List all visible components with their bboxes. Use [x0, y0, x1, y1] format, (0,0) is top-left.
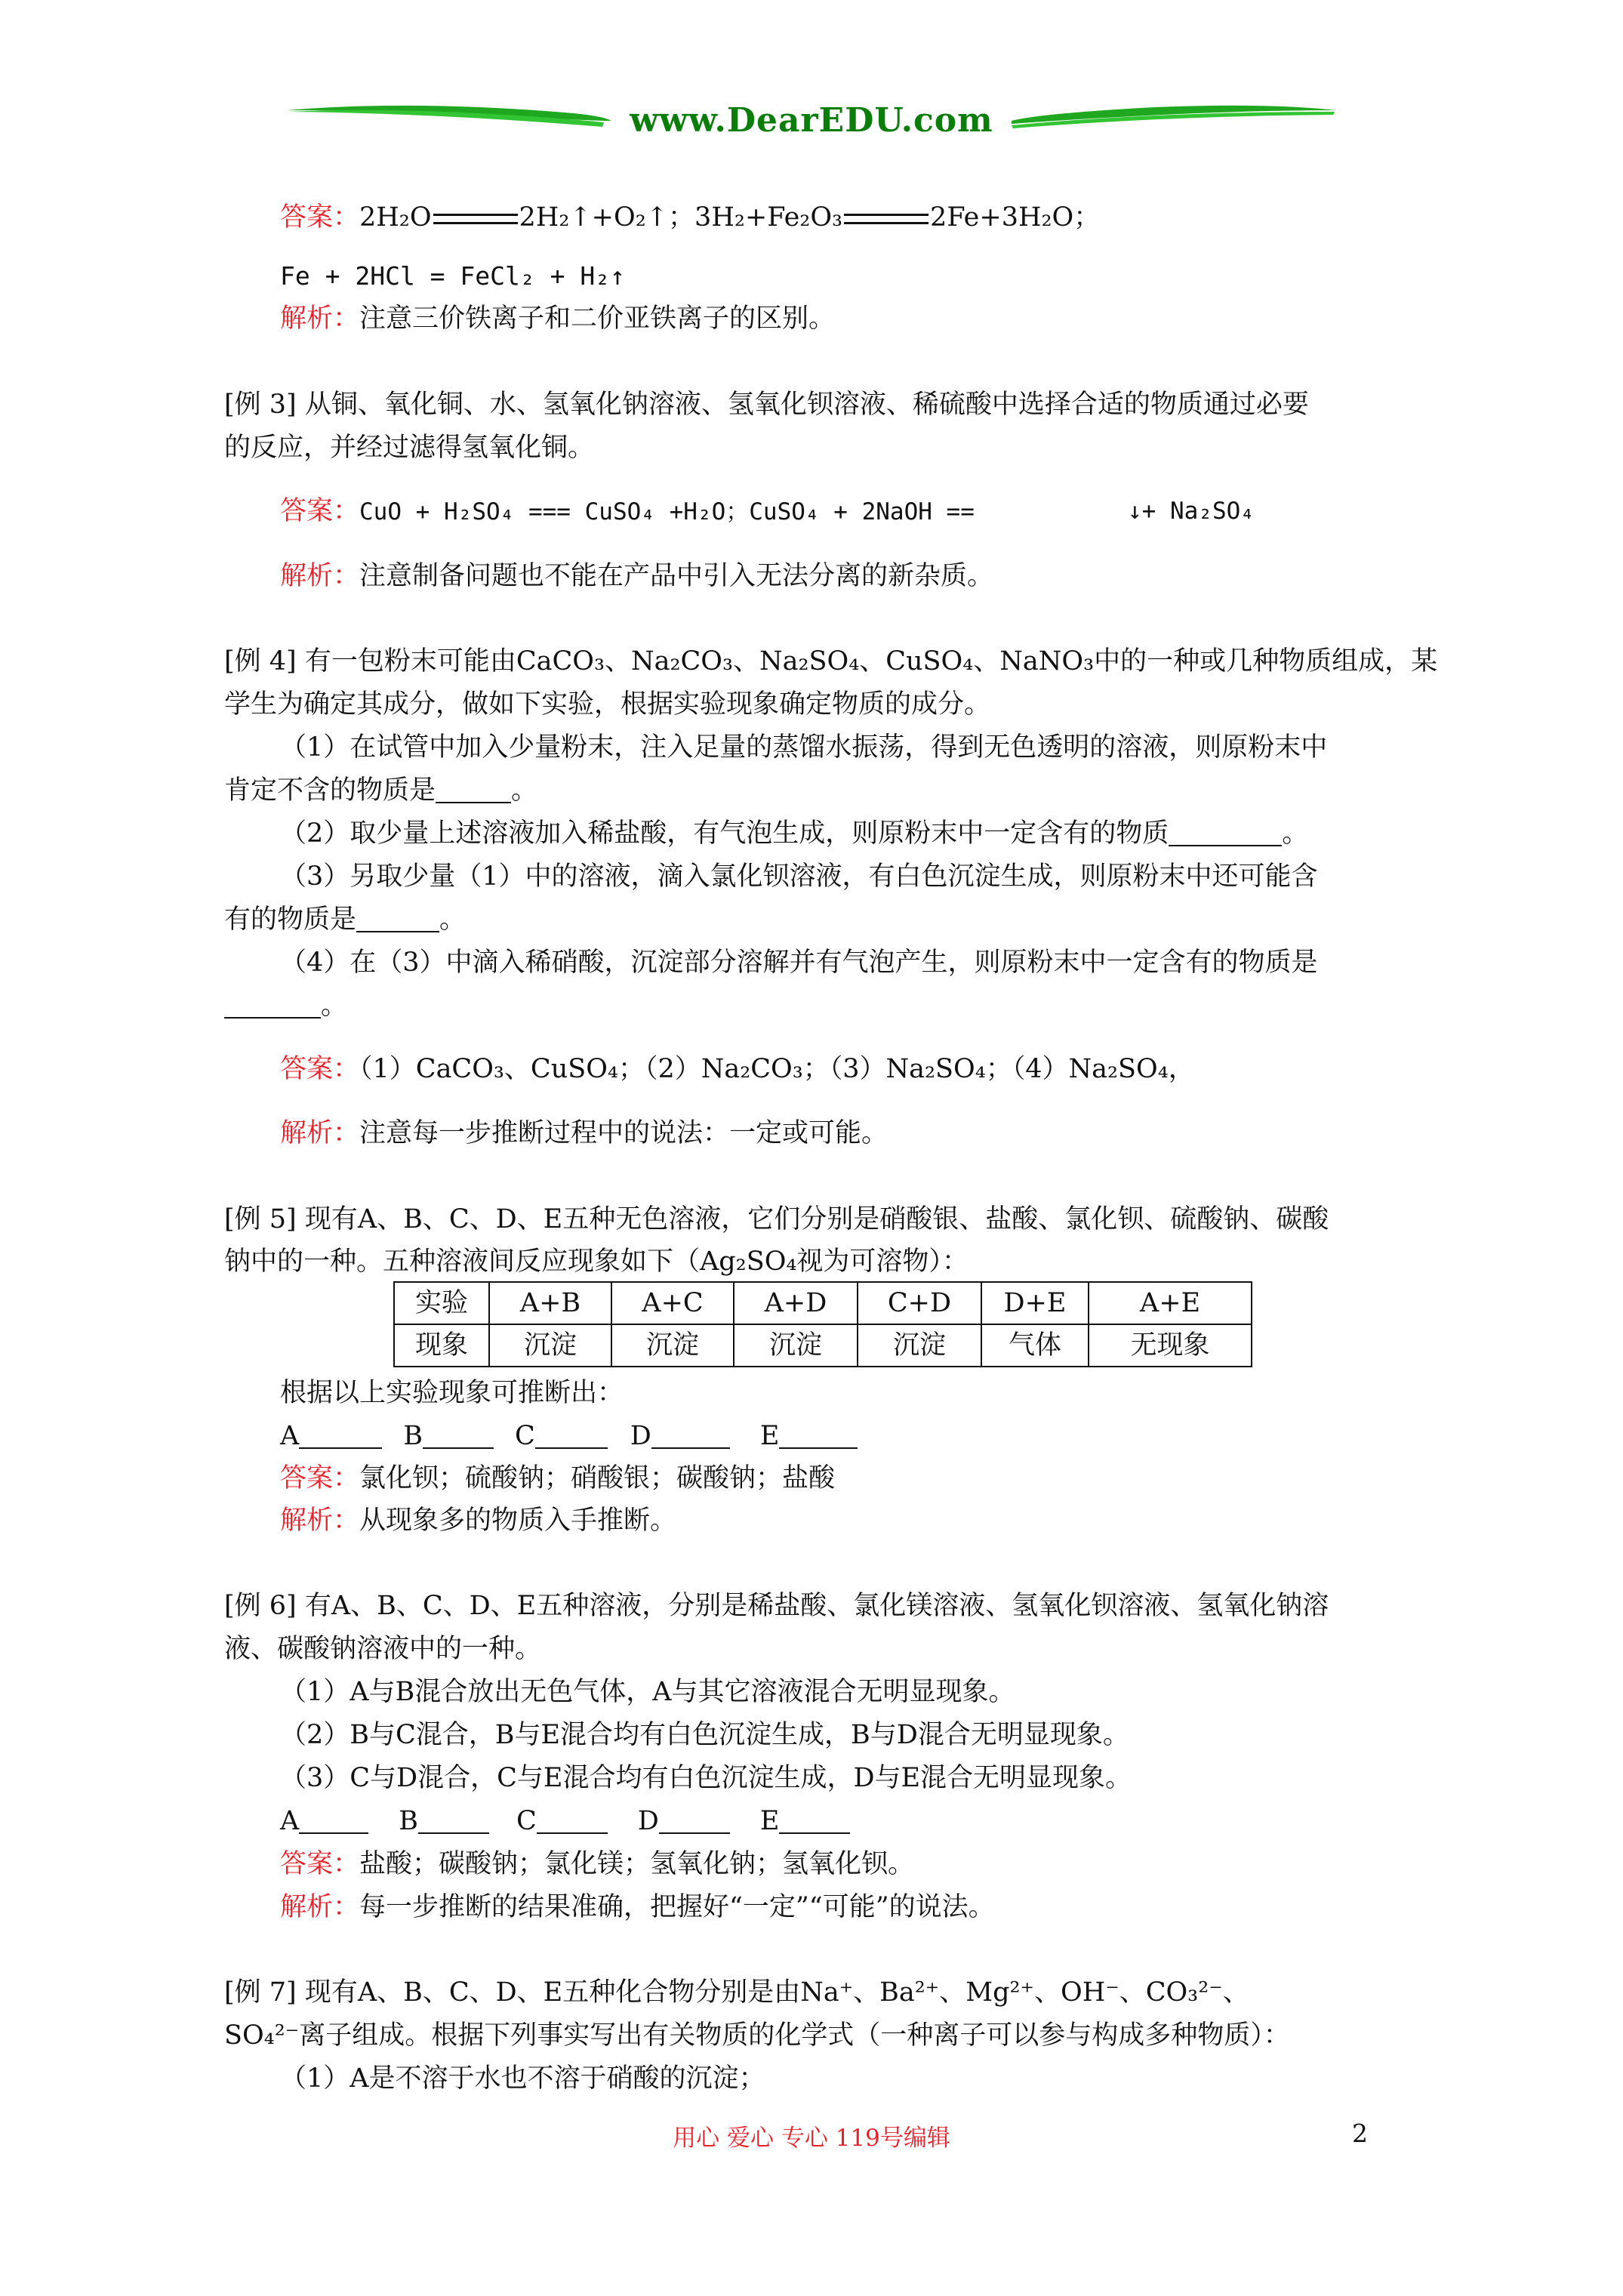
letter: C	[515, 1421, 535, 1451]
table-cell: A+C	[611, 1282, 734, 1324]
letter: B	[403, 1421, 423, 1451]
analysis-label: 解析：	[280, 304, 360, 334]
table-cell: 沉淀	[734, 1324, 858, 1367]
ex4-question-line2: 学生为确定其成分，做如下实验，根据实验现象确定物质的成分。	[224, 689, 991, 720]
table-cell: 现象	[394, 1324, 489, 1367]
ex4-step3-line2	[224, 903, 466, 936]
table-cell: C+D	[858, 1282, 981, 1324]
answer-label: 答案：	[280, 1463, 360, 1493]
letter: D	[630, 1421, 651, 1451]
ex3-answer-a: CuO + H₂SO₄ === CuSO₄ +H₂O；CuSO₄ + 2NaOH ==	[359, 498, 975, 525]
ex4-step4-line2	[224, 989, 347, 1022]
ex4-step1-line1: （1）在试管中加入少量粉末，注入足量的蒸馏水振荡，得到无色透明的溶液，则原粉末中	[280, 732, 1328, 763]
ex4-step3-line1: （3）另取少量（1）中的溶液，滴入氯化钡溶液，有白色沉淀生成，则原粉末中还可能含	[280, 861, 1318, 892]
ex4-answer	[280, 1052, 1195, 1086]
block1-equations	[280, 201, 1100, 234]
block1-analysis	[280, 302, 835, 335]
answer-blank	[356, 908, 439, 932]
ex4-step2-text: （2）取少量上述溶液加入稀盐酸，有气泡生成，则原粉末中一定含有的物质	[280, 818, 1169, 849]
block1-line2: Fe + 2HCl = FeCl₂ + H₂↑	[280, 261, 625, 291]
ex6-question-line2: 液、碳酸钠溶液中的一种。	[224, 1634, 542, 1664]
equals-sign	[433, 214, 518, 224]
answer-blank	[423, 1425, 494, 1449]
answer-blank	[537, 1810, 608, 1834]
ex4-step4-line1: （4）在（3）中滴入稀硝酸，沉淀部分溶解并有气泡产生，则原粉末中一定含有的物质是	[280, 948, 1318, 978]
ex5-answer-text: 氯化钡；硫酸钠；硝酸银；碳酸钠；盐酸	[359, 1463, 836, 1493]
ex4-analysis	[280, 1117, 888, 1150]
eq1-right: 2H₂↑+O₂↑；3H₂+Fe₂O₃	[519, 202, 843, 233]
answer-blank	[224, 994, 321, 1019]
table-cell: 沉淀	[611, 1324, 734, 1367]
header-logo-text: www.DearEDU.com	[630, 101, 993, 140]
ex3-question-line2: 的反应，并经过滤得氢氧化铜。	[224, 433, 595, 463]
ex4-question-line1: [例 4] 有一包粉末可能由CaCO₃、Na₂CO₃、Na₂SO₄、CuSO₄、NaNO₃中的一种或几种物质组成，某	[224, 646, 1438, 676]
ex6-analysis	[280, 1891, 995, 1924]
analysis-text: 注意每一步推断过程中的说法：一定或可能。	[359, 1118, 888, 1148]
table-cell: 沉淀	[858, 1324, 981, 1367]
ex4-answer-text: （1）CaCO₃、CuSO₄；（2）Na₂CO₃；（3）Na₂SO₄；（4）Na₂SO₄，	[359, 1054, 1195, 1084]
ex7-step1: （1）A是不溶于水也不溶于硝酸的沉淀；	[280, 2063, 765, 2094]
letter: D	[637, 1806, 659, 1836]
ex6-answer	[280, 1848, 914, 1881]
answer-blank	[1169, 822, 1282, 846]
ex5-question-line1: [例 5] 现有A、B、C、D、E五种无色溶液，它们分别是硝酸银、盐酸、氯化钡、硫酸钠、碳酸	[224, 1204, 1329, 1234]
table-cell: 实验	[394, 1282, 489, 1324]
eq1-left: 2H₂O	[359, 202, 432, 233]
answer-label: 答案：	[280, 202, 360, 233]
ex5-analysis	[280, 1504, 676, 1537]
analysis-label: 解析：	[280, 561, 360, 591]
answer-blank	[535, 1425, 608, 1449]
table-row	[394, 1324, 1252, 1367]
table-cell: 气体	[981, 1324, 1089, 1367]
answer-blank	[436, 779, 511, 803]
ex5-blanks	[280, 1419, 858, 1453]
ex6-step2: （2）B与C混合，B与E混合均有白色沉淀生成，B与D混合无明显现象。	[280, 1720, 1129, 1750]
ex6-blanks	[280, 1804, 850, 1838]
analysis-text: 从现象多的物质入手推断。	[359, 1505, 677, 1536]
ex7-question-line1: [例 7] 现有A、B、C、D、E五种化合物分别是由Na⁺、Ba²⁺、Mg²⁺、OH⁻、CO₃²⁻、	[224, 1977, 1249, 2008]
analysis-label: 解析：	[280, 1118, 360, 1148]
answer-blank	[659, 1810, 730, 1834]
table-cell: 无现象	[1089, 1324, 1252, 1367]
ex3-analysis	[280, 559, 993, 593]
ex4-step1-text: 肯定不含的物质是	[224, 775, 436, 806]
analysis-label: 解析：	[280, 1892, 360, 1922]
answer-label: 答案：	[280, 496, 360, 526]
eq2-right: 2Fe+3H₂O；	[930, 202, 1101, 233]
analysis-text: 注意三价铁离子和二价亚铁离子的区别。	[359, 304, 836, 334]
answer-label: 答案：	[280, 1054, 360, 1084]
letter: E	[759, 1421, 780, 1451]
table-cell: A+D	[734, 1282, 858, 1324]
equals-sign	[844, 214, 929, 224]
analysis-text: 每一步推断的结果准确，把握好“一定”“可能”的说法。	[359, 1892, 995, 1922]
analysis-text: 注意制备问题也不能在产品中引入无法分离的新杂质。	[359, 561, 994, 591]
ex3-question-line1: [例 3] 从铜、氧化铜、水、氢氧化钠溶液、氢氧化钡溶液、稀硫酸中选择合适的物质通过必要	[224, 390, 1309, 420]
table-cell: A+B	[489, 1282, 611, 1324]
ex7-question-line2: SO₄²⁻离子组成。根据下列事实写出有关物质的化学式（一种离子可以参与构成多种物质）：	[224, 2020, 1290, 2051]
answer-blank	[299, 1425, 382, 1449]
letter: B	[399, 1806, 419, 1836]
answer-blank	[418, 1810, 489, 1834]
ex3-answer	[280, 495, 975, 529]
header-banner	[287, 91, 1336, 151]
letter: E	[759, 1806, 780, 1836]
ex6-step3: （3）C与D混合，C与E混合均有白色沉淀生成，D与E混合无明显现象。	[280, 1763, 1132, 1793]
footer-text: 用心 爱心 专心 119号编辑	[673, 2125, 950, 2152]
table-header-row	[394, 1282, 1252, 1324]
letter: C	[516, 1806, 537, 1836]
answer-blank	[299, 1810, 368, 1834]
experiment-table	[393, 1281, 1252, 1367]
ex4-step3-text: 有的物质是	[224, 905, 357, 935]
ex5-question-line2: 钠中的一种。五种溶液间反应现象如下（Ag₂SO₄视为可溶物）：	[224, 1247, 969, 1277]
period: 。	[1282, 818, 1309, 849]
table-cell: D+E	[981, 1282, 1089, 1324]
letter: A	[280, 1806, 300, 1836]
table-cell: 沉淀	[489, 1324, 611, 1367]
ex6-step1: （1）A与B混合放出无色气体，A与其它溶液混合无明显现象。	[280, 1677, 1015, 1707]
table-cell: A+E	[1089, 1282, 1252, 1324]
ex3-answer-b: ↓+ Na₂SO₄	[1128, 498, 1255, 525]
period: 。	[511, 775, 538, 806]
answer-blank	[779, 1425, 858, 1449]
ex6-answer-text: 盐酸；碳酸钠；氯化镁；氢氧化钠；氢氧化钡。	[359, 1849, 915, 1879]
period: 。	[321, 991, 348, 1021]
ex6-question-line1: [例 6] 有A、B、C、D、E五种溶液，分别是稀盐酸、氯化镁溶液、氢氧化钡溶液、氢氧化钠溶	[224, 1591, 1329, 1621]
answer-label: 答案：	[280, 1849, 360, 1879]
analysis-label: 解析：	[280, 1505, 360, 1536]
ex5-infer: 根据以上实验现象可推断出：	[280, 1378, 624, 1408]
letter: A	[280, 1421, 300, 1451]
ex4-step1-line2	[224, 774, 537, 807]
answer-blank	[779, 1810, 850, 1834]
ex4-step2	[280, 817, 1308, 850]
ex5-answer	[280, 1462, 835, 1495]
period: 。	[439, 905, 467, 935]
page-number: 2	[1352, 2119, 1368, 2148]
answer-blank	[651, 1425, 730, 1449]
